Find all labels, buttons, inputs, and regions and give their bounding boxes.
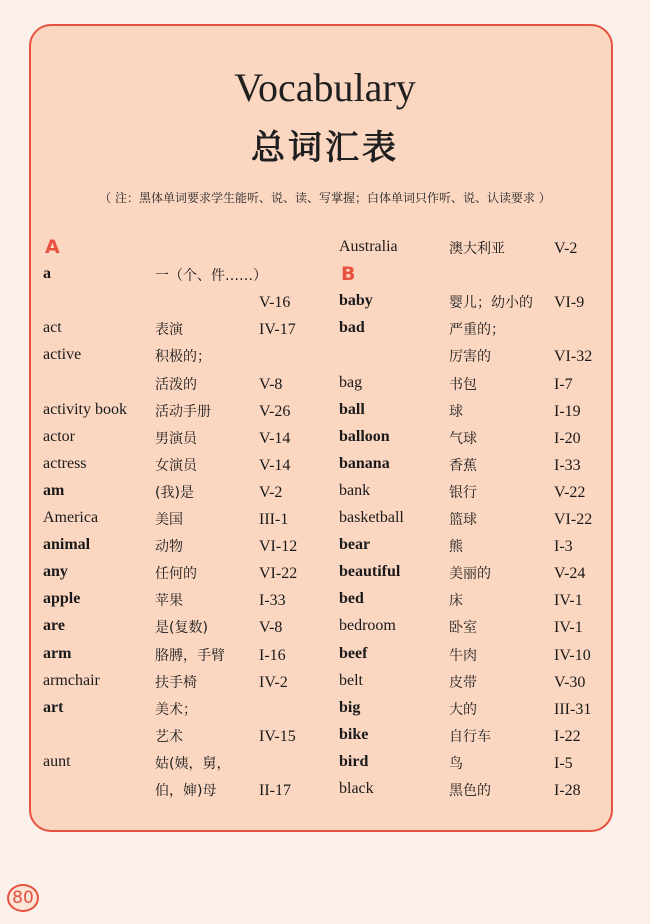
- page-title-chinese: 总词汇表: [251, 128, 399, 168]
- vocab-word: bank: [339, 481, 371, 499]
- vocab-word: bag: [339, 373, 363, 391]
- vocab-word: baby: [339, 292, 373, 310]
- vocab-unit: I-20: [554, 429, 581, 447]
- vocab-unit: VI-32: [554, 348, 593, 366]
- vocab-unit: V-22: [554, 483, 586, 501]
- vocab-meaning: 动物: [155, 539, 183, 556]
- vocab-meaning: 活泼的: [155, 376, 197, 393]
- page-number: 80: [7, 884, 39, 912]
- vocab-meaning: 是(复数): [155, 620, 208, 637]
- vocab-meaning: 姑(姨，舅，: [155, 755, 231, 772]
- vocab-unit: V-2: [259, 483, 283, 501]
- vocab-word: beautiful: [339, 563, 401, 581]
- vocab-meaning: 美国: [155, 512, 183, 528]
- vocab-word: armchair: [43, 671, 100, 689]
- vocab-meaning: 苹果: [155, 593, 183, 610]
- vocab-meaning: 球: [449, 403, 463, 420]
- vocab-word: any: [43, 563, 68, 581]
- vocab-word: aunt: [43, 752, 71, 770]
- vocab-word: a: [43, 265, 51, 283]
- vocab-word: big: [339, 698, 361, 716]
- vocab-meaning: 银行: [449, 484, 477, 501]
- vocab-unit: V-24: [554, 565, 586, 583]
- vocab-meaning: 扶手椅: [155, 674, 197, 691]
- vocab-meaning: 澳大利亚: [449, 241, 505, 257]
- vocab-unit: VI-22: [259, 565, 298, 583]
- vocab-unit: IV-1: [554, 592, 583, 610]
- vocab-word: basketball: [339, 509, 404, 526]
- vocab-unit: VI-22: [554, 511, 593, 528]
- vocab-meaning: 皮带: [449, 674, 477, 691]
- vocab-meaning: 伯，婶)母: [155, 783, 217, 799]
- vocab-word: belt: [339, 671, 363, 689]
- vocab-word: bed: [339, 590, 364, 608]
- vocab-word: am: [43, 481, 65, 499]
- vocab-unit: V-8: [259, 375, 283, 393]
- vocab-word: bad: [339, 319, 365, 337]
- vocab-word: ball: [339, 400, 365, 418]
- vocab-meaning: 卧室: [449, 620, 477, 637]
- vocab-word: are: [43, 617, 65, 635]
- vocab-word: balloon: [339, 427, 390, 445]
- vocab-word: bird: [339, 752, 369, 770]
- vocab-word: Australia: [339, 238, 398, 255]
- vocab-meaning: 严重的；: [449, 322, 505, 339]
- vocab-unit: V-2: [554, 240, 578, 257]
- vocab-unit: I-22: [554, 727, 581, 745]
- vocab-unit: I-5: [554, 754, 573, 772]
- vocab-word: America: [43, 509, 99, 526]
- vocab-word: bedroom: [339, 617, 396, 635]
- vocab-word: actor: [43, 427, 75, 445]
- vocab-unit: I-3: [554, 538, 573, 556]
- vocab-unit: V-26: [259, 402, 291, 420]
- vocab-unit: IV-15: [259, 727, 296, 745]
- vocab-meaning: 鸟: [449, 755, 463, 772]
- vocab-unit: V-30: [554, 673, 586, 691]
- vocab-unit: VI-12: [259, 538, 298, 556]
- section-letter-b: B: [341, 263, 356, 286]
- vocab-unit: V-14: [259, 429, 291, 447]
- vocab-unit: IV-1: [554, 619, 583, 637]
- vocab-meaning: (我)是: [155, 484, 194, 501]
- vocab-word: apple: [43, 590, 81, 608]
- vocab-word: bear: [339, 536, 371, 554]
- vocab-meaning: 大的: [449, 701, 477, 718]
- vocab-word: actress: [43, 454, 87, 472]
- vocab-meaning: 胳膊，手臂: [155, 647, 225, 664]
- vocab-unit: I-16: [259, 646, 286, 664]
- vocab-meaning: 积极的；: [155, 349, 211, 366]
- vocab-word: art: [43, 698, 64, 716]
- vocab-meaning: 表演: [155, 322, 183, 339]
- vocab-word: animal: [43, 536, 91, 554]
- vocab-meaning: 篮球: [449, 512, 477, 528]
- vocab-unit: I-33: [554, 456, 581, 474]
- vocab-meaning: 女演员: [155, 457, 197, 474]
- vocab-word: arm: [43, 644, 72, 662]
- vocab-meaning: 牛肉: [449, 647, 477, 664]
- vocab-meaning: 黑色的: [449, 783, 491, 799]
- note-text: （ 注：黑体单词要求学生能听、说、读、写掌握；白体单词只作听、说、认读要求 ）: [99, 191, 551, 205]
- vocab-unit: IV-17: [259, 321, 296, 339]
- vocab-meaning: 自行车: [449, 728, 491, 745]
- vocab-unit: V-16: [259, 294, 291, 312]
- vocab-unit: I-19: [554, 402, 581, 420]
- vocab-unit: I-33: [259, 592, 286, 610]
- vocab-unit: III-31: [554, 700, 592, 718]
- vocab-unit: V-8: [259, 619, 283, 637]
- vocab-unit: IV-2: [259, 673, 288, 691]
- vocab-meaning: 任何的: [155, 566, 197, 583]
- vocab-unit: II-17: [259, 782, 291, 799]
- vocab-meaning: 男演员: [155, 430, 197, 447]
- vocab-meaning: 美丽的: [449, 566, 491, 583]
- vocab-word: black: [339, 780, 374, 797]
- vocab-meaning: 婴儿；幼小的: [449, 295, 533, 312]
- vocab-word: active: [43, 346, 82, 364]
- vocab-meaning: 气球: [449, 430, 477, 447]
- vocab-unit: IV-10: [554, 646, 591, 664]
- vocab-word: activity book: [43, 400, 127, 418]
- vocab-word: bike: [339, 725, 369, 743]
- vocab-meaning: 书包: [449, 376, 477, 393]
- vocab-meaning: 香蕉: [449, 457, 477, 474]
- section-letter-a: A: [45, 236, 60, 258]
- vocab-unit: V-14: [259, 456, 291, 474]
- vocab-word: banana: [339, 454, 390, 472]
- page-title-english: Vocabulary: [234, 65, 416, 110]
- vocab-meaning: 一（个、件……）: [155, 268, 267, 285]
- vocab-meaning: 美术；: [155, 701, 197, 718]
- vocab-word: act: [43, 319, 62, 337]
- vocab-meaning: 熊: [449, 539, 463, 556]
- vocab-unit: I-28: [554, 782, 581, 799]
- vocab-meaning: 艺术: [155, 728, 183, 745]
- vocab-meaning: 床: [449, 593, 463, 610]
- vocab-unit: III-1: [259, 511, 289, 528]
- vocab-unit: VI-9: [554, 294, 585, 312]
- vocab-meaning: 活动手册: [155, 403, 211, 420]
- vocab-word: beef: [339, 644, 368, 662]
- vocab-unit: I-7: [554, 375, 573, 393]
- vocab-meaning: 厉害的: [449, 349, 491, 366]
